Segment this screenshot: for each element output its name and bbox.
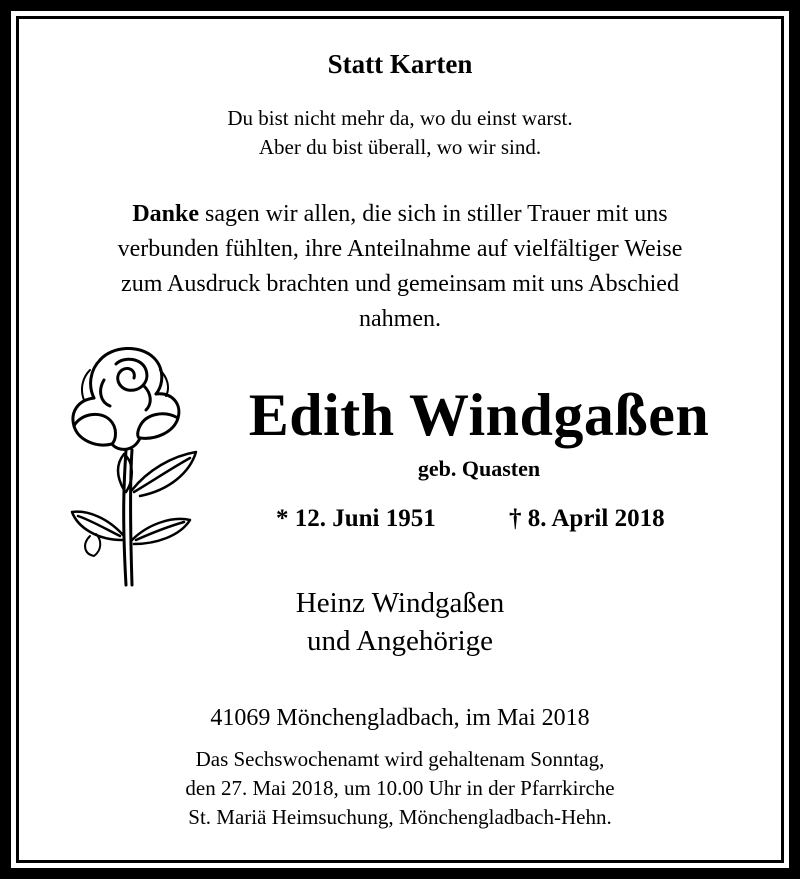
quote-line: Aber du bist überall, wo wir sind. (258, 135, 542, 159)
deceased-name: Edith Windgaßen (248, 382, 710, 448)
thanks-line-rest: sagen wir allen, die sich in stiller Trauer mit uns (199, 201, 668, 227)
mourners (0, 584, 800, 660)
thanks-line: nahmen. (359, 306, 441, 332)
thanks-bold: Danke (132, 201, 200, 227)
service-line: den 27. Mai 2018, um 10.00 Uhr in der Pfarrkirche (185, 776, 615, 800)
place-date: 41069 Mönchengladbach, im Mai 2018 (210, 705, 590, 731)
thanks-line: zum Ausdruck brachten und gemeinsam mit uns Abschied (121, 271, 679, 297)
death-date: † 8. April 2018 (509, 505, 665, 532)
service-info (0, 745, 800, 832)
thanks-text (0, 197, 800, 337)
thanks-line: verbunden fühlten, ihre Anteilnahme auf vielfältiger Weise (117, 236, 683, 262)
service-line: St. Mariä Heimsuchung, Mönchengladbach-Hehn. (188, 805, 612, 829)
birth-name: geb. Quasten (417, 456, 541, 481)
thanks-line (0, 197, 800, 232)
mourner-line: Heinz Windgaßen (295, 587, 505, 619)
birth-date: * 12. Juni 1951 (276, 505, 436, 532)
quote (0, 104, 800, 162)
mourner-line: und Angehörige (306, 625, 494, 657)
quote-line: Du bist nicht mehr da, wo du einst warst. (227, 106, 573, 130)
heading: Statt Karten (327, 49, 473, 79)
service-line: Das Sechswochenamt wird gehaltenam Sonntag, (195, 747, 605, 771)
